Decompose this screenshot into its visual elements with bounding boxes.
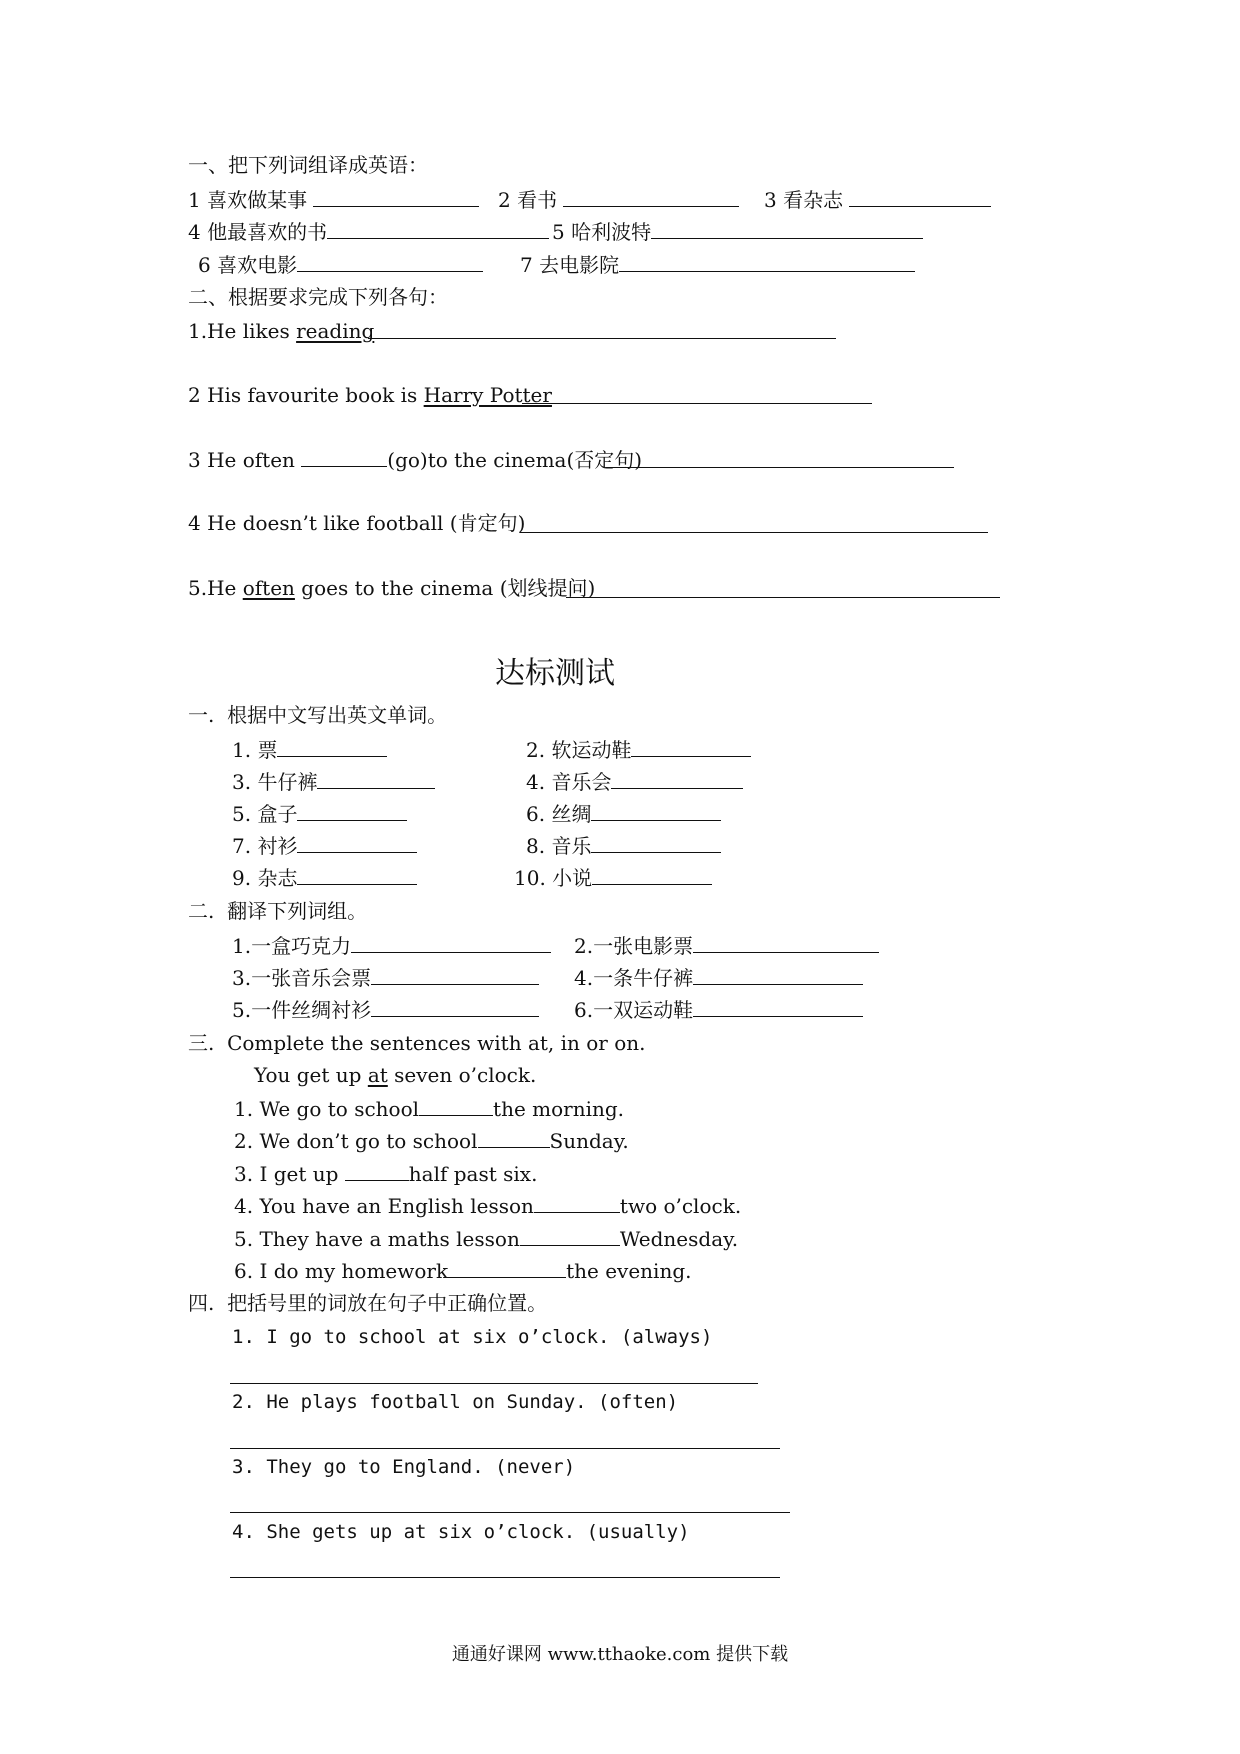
answer-blank[interactable] xyxy=(534,1192,620,1213)
answer-blank[interactable] xyxy=(448,1257,566,1278)
part2-sentence-5 xyxy=(188,575,595,601)
answer-line[interactable] xyxy=(230,1512,790,1513)
sentence-text: goes to the cinema (划线提问) xyxy=(294,576,596,600)
sec2-phrase-4 xyxy=(574,964,863,991)
answer-blank[interactable] xyxy=(693,996,863,1017)
answer-blank[interactable] xyxy=(419,1095,493,1116)
sentence-text: 3. I get up xyxy=(234,1162,345,1186)
sec1-word-6 xyxy=(526,800,721,827)
sentence-text: seven o’clock. xyxy=(387,1063,537,1087)
word-label: 10. 小说 xyxy=(514,866,593,890)
sec3-question-1 xyxy=(234,1095,624,1122)
sec4-sentence-3: 3. They go to England. (never) xyxy=(232,1456,576,1478)
sec3-question-6 xyxy=(234,1257,692,1284)
answer-blank[interactable] xyxy=(693,932,879,953)
sentence-text: the evening. xyxy=(566,1259,692,1283)
answer-blank[interactable] xyxy=(371,964,539,985)
sentence-text: two o’clock. xyxy=(619,1194,742,1218)
sec3-heading xyxy=(188,1030,646,1056)
sec1-word-1 xyxy=(232,736,387,763)
part1-item-7 xyxy=(520,251,915,278)
underlined-word: reading xyxy=(296,319,375,343)
sentence-text: 3 He often xyxy=(188,448,302,472)
word-label: 3. 牛仔裤 xyxy=(232,770,318,794)
part2-heading: 二、根据要求完成下列各句： xyxy=(188,285,448,309)
underlined-word: often xyxy=(242,576,295,600)
item-label: 7 去电影院 xyxy=(520,253,620,277)
page-footer: 通通好课网 www.tthaoke.com 提供下载 xyxy=(451,1644,789,1665)
part2-sentence-4 xyxy=(188,510,525,536)
sec2-phrase-5 xyxy=(232,996,539,1023)
answer-blank[interactable] xyxy=(611,768,743,789)
sentence-text: 2. We don’t go to school xyxy=(234,1129,478,1153)
answer-blank[interactable] xyxy=(563,186,739,207)
answer-blank[interactable] xyxy=(345,1160,409,1181)
sec2-phrase-6 xyxy=(574,996,863,1023)
sentence-text: 4 He doesn’t like football (肯定句) xyxy=(188,511,526,535)
underlined-word: at xyxy=(367,1063,388,1087)
section-number: 一. xyxy=(188,703,215,727)
answer-line[interactable] xyxy=(230,1577,780,1578)
answer-line[interactable] xyxy=(522,403,872,404)
answer-blank[interactable] xyxy=(351,932,551,953)
section-heading-text: 把括号里的词放在句子中正确位置。 xyxy=(227,1291,548,1315)
part1-item-6 xyxy=(198,251,483,278)
answer-blank[interactable] xyxy=(327,218,549,239)
sec3-example xyxy=(254,1062,536,1088)
part1-heading: 一、把下列词组译成英语： xyxy=(188,153,428,177)
section-heading-text: Complete the sentences with at, in or on. xyxy=(227,1031,646,1055)
answer-blank[interactable] xyxy=(297,832,417,853)
section-heading-text: 翻译下列词组。 xyxy=(227,899,368,923)
part2-sentence-1 xyxy=(188,318,374,344)
sec1-word-10 xyxy=(514,864,712,891)
answer-line[interactable] xyxy=(520,532,988,533)
answer-blank[interactable] xyxy=(277,736,387,757)
word-label: 7. 衬衫 xyxy=(232,834,298,858)
part1-item-3 xyxy=(764,186,991,213)
word-label: 6. 丝绸 xyxy=(526,802,592,826)
sentence-text: 5. They have a maths lesson xyxy=(234,1227,520,1251)
part2-sentence-2 xyxy=(188,382,552,408)
sec1-word-7 xyxy=(232,832,417,859)
part1-item-4 xyxy=(188,218,549,245)
part1-item-5 xyxy=(552,218,923,245)
sec3-question-2 xyxy=(234,1127,629,1154)
answer-blank[interactable] xyxy=(317,768,435,789)
item-label: 2 看书 xyxy=(498,188,558,212)
section-number: 二. xyxy=(188,899,215,923)
part2-sentence-3 xyxy=(188,446,642,473)
sentence-text: 1.He likes xyxy=(188,319,297,343)
sec1-word-8 xyxy=(526,832,721,859)
answer-blank[interactable] xyxy=(592,864,712,885)
item-label: 5 哈利波特 xyxy=(552,220,652,244)
answer-blank[interactable] xyxy=(297,251,483,272)
answer-blank[interactable] xyxy=(651,218,923,239)
word-label: 8. 音乐 xyxy=(526,834,592,858)
sec2-phrase-2 xyxy=(574,932,879,959)
sec3-question-4 xyxy=(234,1192,741,1219)
sec2-heading xyxy=(188,898,367,924)
sentence-text: half past six. xyxy=(408,1162,538,1186)
sec4-sentence-2: 2. He plays football on Sunday. (often) xyxy=(232,1391,679,1413)
sentence-text: Sunday. xyxy=(549,1129,629,1153)
sentence-text: 6. I do my homework xyxy=(234,1259,449,1283)
answer-blank[interactable] xyxy=(591,832,721,853)
section-heading-text: 根据中文写出英文单词。 xyxy=(227,703,448,727)
item-label: 4 他最喜欢的书 xyxy=(188,220,328,244)
sec4-heading xyxy=(188,1290,547,1316)
answer-line[interactable] xyxy=(368,338,836,339)
answer-blank[interactable] xyxy=(371,996,539,1017)
answer-line[interactable] xyxy=(230,1448,780,1449)
section-title: 达标测试 xyxy=(495,656,615,691)
sentence-text: the morning. xyxy=(493,1097,625,1121)
sec1-word-9 xyxy=(232,864,417,891)
sec3-question-3 xyxy=(234,1160,537,1187)
sec2-phrase-1 xyxy=(232,932,551,959)
sentence-text: Wednesday. xyxy=(619,1227,739,1251)
answer-blank[interactable] xyxy=(478,1127,550,1148)
sec2-phrase-3 xyxy=(232,964,539,991)
underlined-word: Harry Potter xyxy=(423,383,552,407)
answer-line[interactable] xyxy=(606,467,954,468)
sentence-text: (go)to the cinema(否定句) xyxy=(387,448,643,472)
answer-blank[interactable] xyxy=(631,736,751,757)
word-label: 9. 杂志 xyxy=(232,866,298,890)
word-label: 2. 软运动鞋 xyxy=(526,738,632,762)
answer-blank[interactable] xyxy=(297,800,407,821)
phrase-label: 4.一条牛仔裤 xyxy=(574,966,694,990)
item-label: 3 看杂志 xyxy=(764,188,844,212)
phrase-label: 3.一张音乐会票 xyxy=(232,966,372,990)
answer-line[interactable] xyxy=(566,597,1000,598)
answer-blank[interactable] xyxy=(693,964,863,985)
sentence-text: 1. We go to school xyxy=(234,1097,420,1121)
sentence-text: You get up xyxy=(254,1063,368,1087)
answer-blank[interactable] xyxy=(849,186,991,207)
answer-blank[interactable] xyxy=(301,446,387,467)
part1-item-1 xyxy=(188,186,479,213)
item-label: 1 喜欢做某事 xyxy=(188,188,308,212)
sec3-question-5 xyxy=(234,1225,738,1252)
phrase-label: 1.一盒巧克力 xyxy=(232,934,352,958)
answer-blank[interactable] xyxy=(619,251,915,272)
answer-line[interactable] xyxy=(230,1383,758,1384)
word-label: 1. 票 xyxy=(232,738,278,762)
sentence-text: 2 His favourite book is xyxy=(188,383,424,407)
phrase-label: 5.一件丝绸衬衫 xyxy=(232,998,372,1022)
answer-blank[interactable] xyxy=(520,1225,620,1246)
item-label: 6 喜欢电影 xyxy=(198,253,298,277)
word-label: 5. 盒子 xyxy=(232,802,298,826)
part1-item-2 xyxy=(498,186,739,213)
answer-blank[interactable] xyxy=(297,864,417,885)
answer-blank[interactable] xyxy=(591,800,721,821)
section-number: 四. xyxy=(188,1291,215,1315)
sec4-sentence-4: 4. She gets up at six o’clock. (usually) xyxy=(232,1521,690,1543)
sec1-heading xyxy=(188,702,447,728)
phrase-label: 6.一双运动鞋 xyxy=(574,998,694,1022)
sentence-text: 5.He xyxy=(188,576,243,600)
word-label: 4. 音乐会 xyxy=(526,770,612,794)
sentence-text: 4. You have an English lesson xyxy=(234,1194,534,1218)
phrase-label: 2.一张电影票 xyxy=(574,934,694,958)
sec1-word-2 xyxy=(526,736,751,763)
sec1-word-4 xyxy=(526,768,743,795)
sec1-word-5 xyxy=(232,800,407,827)
answer-blank[interactable] xyxy=(313,186,479,207)
sec1-word-3 xyxy=(232,768,435,795)
section-number: 三. xyxy=(188,1031,215,1055)
sec4-sentence-1: 1. I go to school at six o’clock. (always) xyxy=(232,1326,713,1348)
